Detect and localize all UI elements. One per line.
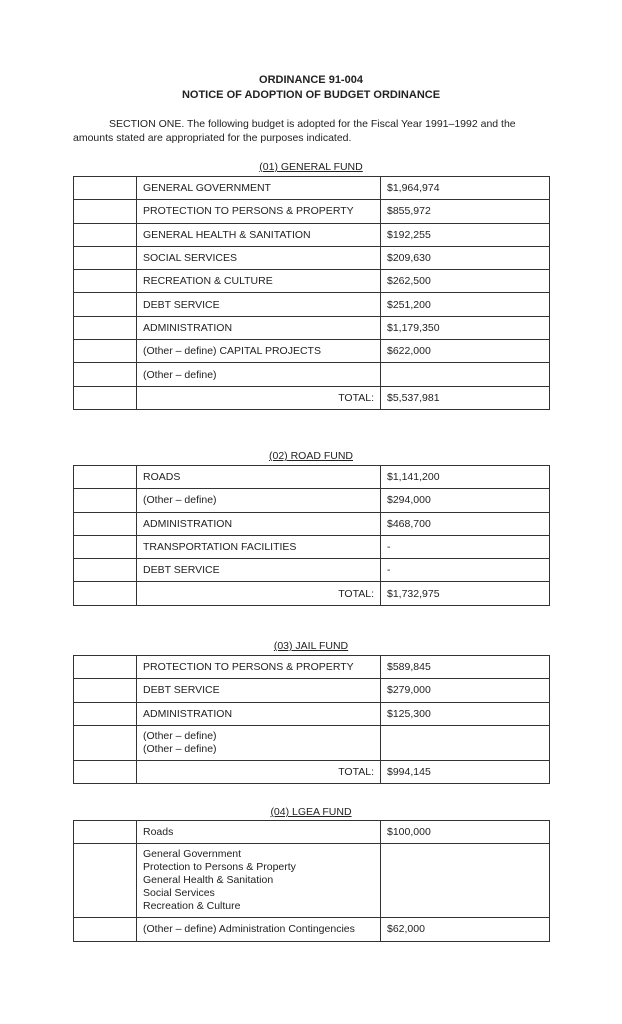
- total-row: [74, 386, 550, 409]
- line-item-label: [137, 725, 381, 760]
- blank-cell: [74, 702, 137, 725]
- table-row: [74, 725, 550, 760]
- fund-table-04-lgea-fund: [73, 820, 550, 942]
- fund-table-03-jail-fund: [73, 655, 550, 784]
- line-item-amount: $209,630: [381, 246, 550, 269]
- fund-title-02-road-fund: (02) ROAD FUND: [268, 450, 353, 462]
- ordinance-number: ORDINANCE 91-004: [259, 74, 363, 86]
- table-row: [74, 223, 550, 246]
- table-row: [74, 246, 550, 269]
- blank-cell: [74, 679, 137, 702]
- blank-cell: [74, 760, 137, 783]
- blank-cell: [74, 559, 137, 582]
- line-item-label: (Other – define): [137, 363, 381, 386]
- total-row: [74, 760, 550, 783]
- line-item-label: GENERAL GOVERNMENT: [137, 177, 381, 200]
- table-row: [74, 363, 550, 386]
- blank-cell: [74, 725, 137, 760]
- table-row: [74, 821, 550, 844]
- line-item-label: Roads: [137, 821, 381, 844]
- blank-cell: [74, 489, 137, 512]
- line-item-label: (Other – define) CAPITAL PROJECTS: [137, 340, 381, 363]
- line-item-sublabel: Protection to Persons & Property: [143, 861, 296, 874]
- section-one-paragraph: SECTION ONE. The following budget is adopted for the Fiscal Year 1991–1992 and the amounts stated are appropriated for the purposes indicated.: [73, 118, 516, 144]
- line-item-label: [137, 844, 381, 918]
- line-item-label: ADMINISTRATION: [137, 316, 381, 339]
- document-title: NOTICE OF ADOPTION OF BUDGET ORDINANCE: [181, 89, 441, 101]
- total-amount: $5,537,981: [381, 386, 550, 409]
- table-row: [74, 489, 550, 512]
- line-item-amount: $468,700: [381, 512, 550, 535]
- line-item-amount: [381, 363, 550, 386]
- blank-cell: [74, 821, 137, 844]
- blank-cell: [74, 200, 137, 223]
- total-amount: $1,732,975: [381, 582, 550, 605]
- fund-title-04-lgea-fund: (04) LGEA FUND: [270, 806, 352, 818]
- line-item-amount: -: [381, 559, 550, 582]
- line-item-label: DEBT SERVICE: [137, 293, 381, 316]
- line-item-sublabel: Social Services: [143, 887, 215, 900]
- line-item-amount: $279,000: [381, 679, 550, 702]
- table-row: [74, 293, 550, 316]
- line-item-label: GENERAL HEALTH & SANITATION: [137, 223, 381, 246]
- line-item-label: PROTECTION TO PERSONS & PROPERTY: [137, 200, 381, 223]
- table-row: [74, 512, 550, 535]
- blank-cell: [74, 386, 137, 409]
- fund-title-01-general-fund: (01) GENERAL FUND: [259, 161, 363, 173]
- line-item-amount: $125,300: [381, 702, 550, 725]
- line-item-sublabel: General Government: [143, 848, 242, 861]
- line-item-label: SOCIAL SERVICES: [137, 246, 381, 269]
- table-row: [74, 466, 550, 489]
- line-item-amount: [381, 844, 550, 918]
- blank-cell: [74, 512, 137, 535]
- line-item-amount: $192,255: [381, 223, 550, 246]
- fund-table-01-general-fund: [73, 176, 550, 410]
- blank-cell: [74, 316, 137, 339]
- line-item-amount: $1,179,350: [381, 316, 550, 339]
- table-row: [74, 270, 550, 293]
- table-row: [74, 200, 550, 223]
- line-item-amount: $262,500: [381, 270, 550, 293]
- blank-cell: [74, 246, 137, 269]
- blank-cell: [74, 177, 137, 200]
- line-item-amount: [381, 725, 550, 760]
- line-item-amount: $100,000: [381, 821, 550, 844]
- fund-table-02-road-fund: [73, 465, 550, 606]
- blank-cell: [74, 223, 137, 246]
- total-amount: $994,145: [381, 760, 550, 783]
- table-row: [74, 844, 550, 918]
- total-row: [74, 582, 550, 605]
- line-item-sublabel: General Health & Sanitation: [143, 874, 274, 887]
- blank-cell: [74, 466, 137, 489]
- line-item-sublabel: Recreation & Culture: [143, 900, 241, 913]
- table-row: [74, 918, 550, 941]
- line-item-label: (Other – define) Administration Contingencies: [137, 918, 381, 941]
- table-row: [74, 656, 550, 679]
- blank-cell: [74, 293, 137, 316]
- blank-cell: [74, 656, 137, 679]
- table-row: [74, 316, 550, 339]
- line-item-label: ROADS: [137, 466, 381, 489]
- line-item-amount: $1,964,974: [381, 177, 550, 200]
- table-row: [74, 535, 550, 558]
- line-item-label: ADMINISTRATION: [137, 702, 381, 725]
- blank-cell: [74, 535, 137, 558]
- line-item-label: DEBT SERVICE: [137, 679, 381, 702]
- line-item-label: DEBT SERVICE: [137, 559, 381, 582]
- blank-cell: [74, 363, 137, 386]
- fund-title-03-jail-fund: (03) JAIL FUND: [273, 640, 349, 652]
- total-label: TOTAL:: [137, 760, 381, 783]
- line-item-label: (Other – define): [137, 489, 381, 512]
- line-item-amount: $294,000: [381, 489, 550, 512]
- line-item-label: PROTECTION TO PERSONS & PROPERTY: [137, 656, 381, 679]
- line-item-sublabel: (Other – define): [143, 729, 217, 742]
- table-row: [74, 559, 550, 582]
- line-item-amount: $62,000: [381, 918, 550, 941]
- total-label: TOTAL:: [137, 386, 381, 409]
- line-item-amount: $251,200: [381, 293, 550, 316]
- blank-cell: [74, 582, 137, 605]
- table-row: [74, 177, 550, 200]
- line-item-label: ADMINISTRATION: [137, 512, 381, 535]
- line-item-label: RECREATION & CULTURE: [137, 270, 381, 293]
- line-item-label: TRANSPORTATION FACILITIES: [137, 535, 381, 558]
- line-item-amount: $1,141,200: [381, 466, 550, 489]
- line-item-amount: $622,000: [381, 340, 550, 363]
- line-item-amount: $589,845: [381, 656, 550, 679]
- table-row: [74, 679, 550, 702]
- blank-cell: [74, 918, 137, 941]
- table-row: [74, 702, 550, 725]
- table-row: [74, 340, 550, 363]
- line-item-sublabel: (Other – define): [143, 742, 217, 755]
- total-label: TOTAL:: [137, 582, 381, 605]
- blank-cell: [74, 270, 137, 293]
- blank-cell: [74, 340, 137, 363]
- line-item-amount: $855,972: [381, 200, 550, 223]
- line-item-amount: -: [381, 535, 550, 558]
- blank-cell: [74, 844, 137, 918]
